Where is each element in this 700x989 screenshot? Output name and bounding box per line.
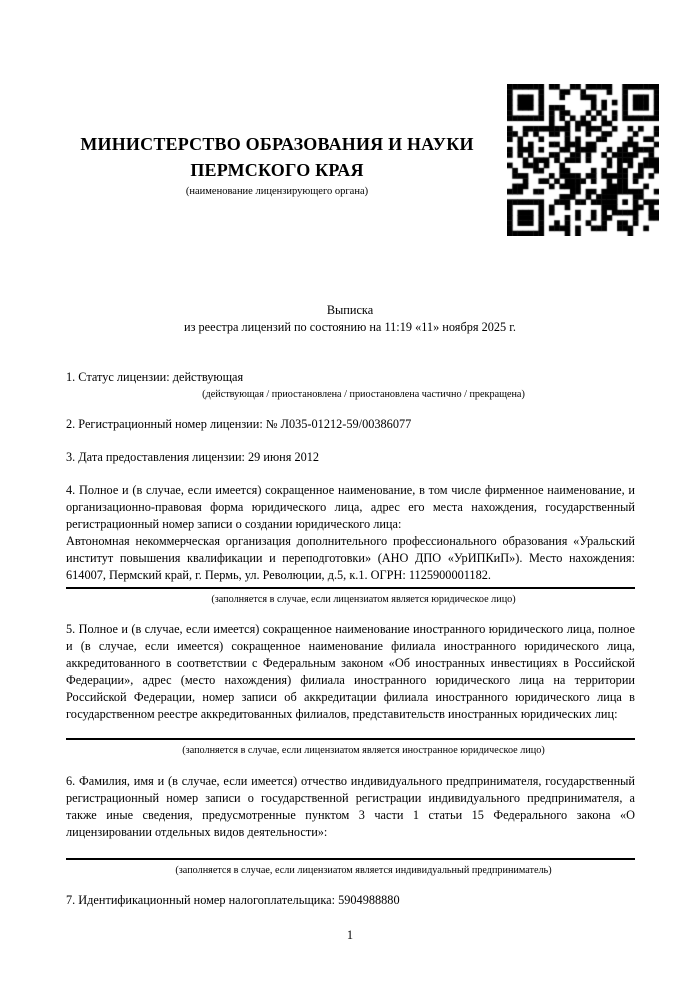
legal-entity-caption: (заполняется в случае, если лицензиатом является юридическое лицо) [211,594,516,605]
field-registration-number [66,416,635,433]
fill-in-rule [66,738,635,740]
fill-in-rule [66,858,635,860]
ministry-name-line1: МИНИСТЕРСТВО ОБРАЗОВАНИЯ И НАУКИ [80,134,474,154]
legal-entity-label: 4. Полное и (в случае, если имеется) сокращенное наименование, в том числе фирменное наименование, и организационно-правовая форма юридического лица, адрес его места нахождения, государственный регистрационный номер записи о создании юридического лица: [66,483,635,531]
individual-entrepreneur-label: 6. Фамилия, имя и (в случае, если имеется) отчество индивидуального предпринимателя, государственный регистрационный номер записи о государственной регистрации индивидуального предпринимателя, а также иные сведения, предусмотренные пунктом 3 части 1 статьи 15 Федерального закона «О лицензировании отдельных видов деятельности»: [66,774,635,839]
document-title-line1: Выписка [326,303,374,317]
registration-number-text: 2. Регистрационный номер лицензии: № Л035-01212-59/00386077 [66,417,412,431]
field-individual-entrepreneur [66,773,635,877]
field-legal-entity [66,482,635,606]
license-status-text: 1. Статус лицензии: действующая [66,370,244,384]
field-foreign-entity [66,621,635,757]
fill-in-rule [66,587,635,589]
taxpayer-number-text: 7. Идентификационный номер налогоплательщика: 5904988880 [66,893,400,907]
licensing-authority-header [60,131,494,198]
page-number: 1 [346,928,354,942]
individual-entrepreneur-caption: (заполняется в случае, если лицензиатом является индивидуальный предприниматель) [175,865,552,876]
legal-entity-value: Автономная некоммерческая организация дополнительного профессионального образования «Уральский институт повышения квалификации и переподготовки» (АНО ДПО «УрИПКиП»). Место нахождения: 614007, Пермский край, г. Пермь, ул. Революции, д.5, к.1. ОГРН: 1125900001182. [66,534,635,582]
field-license-date [66,449,635,466]
field-license-status [66,369,635,401]
document-title-line2: из реестра лицензий по состоянию на 11:19 «11» ноября 2025 г. [184,320,516,334]
foreign-entity-label: 5. Полное и (в случае, если имеется) сокращенное наименование иностранного юридического лица, полное и (в случае, если имеется) сокращенное наименование филиала иностранного юридического лица, аккредитованного в соответствии с Федеральным законом «Об иностранных инвестициях в Российской Федерации», адрес (место нахождения) филиала иностранного юридического лица на территории Российской Федерации, номер записи об аккредитации филиала иностранного юридического лица в государственном реестре аккредитованных филиалов, представительств иностранных юридических лиц: [66,622,635,721]
qr-code-icon [507,84,659,236]
license-status-caption: (действующая / приостановлена / приостановлена частично / прекращена) [202,389,525,400]
ministry-name-caption: (наименование лицензирующего органа) [185,186,369,197]
license-date-text: 3. Дата предоставления лицензии: 29 июня 2012 [66,450,320,464]
document-title [65,302,635,336]
field-taxpayer-number [66,892,635,909]
ministry-name-line2: ПЕРМСКОГО КРАЯ [190,160,364,180]
foreign-entity-caption: (заполняется в случае, если лицензиатом является иностранное юридическое лицо) [182,745,545,756]
